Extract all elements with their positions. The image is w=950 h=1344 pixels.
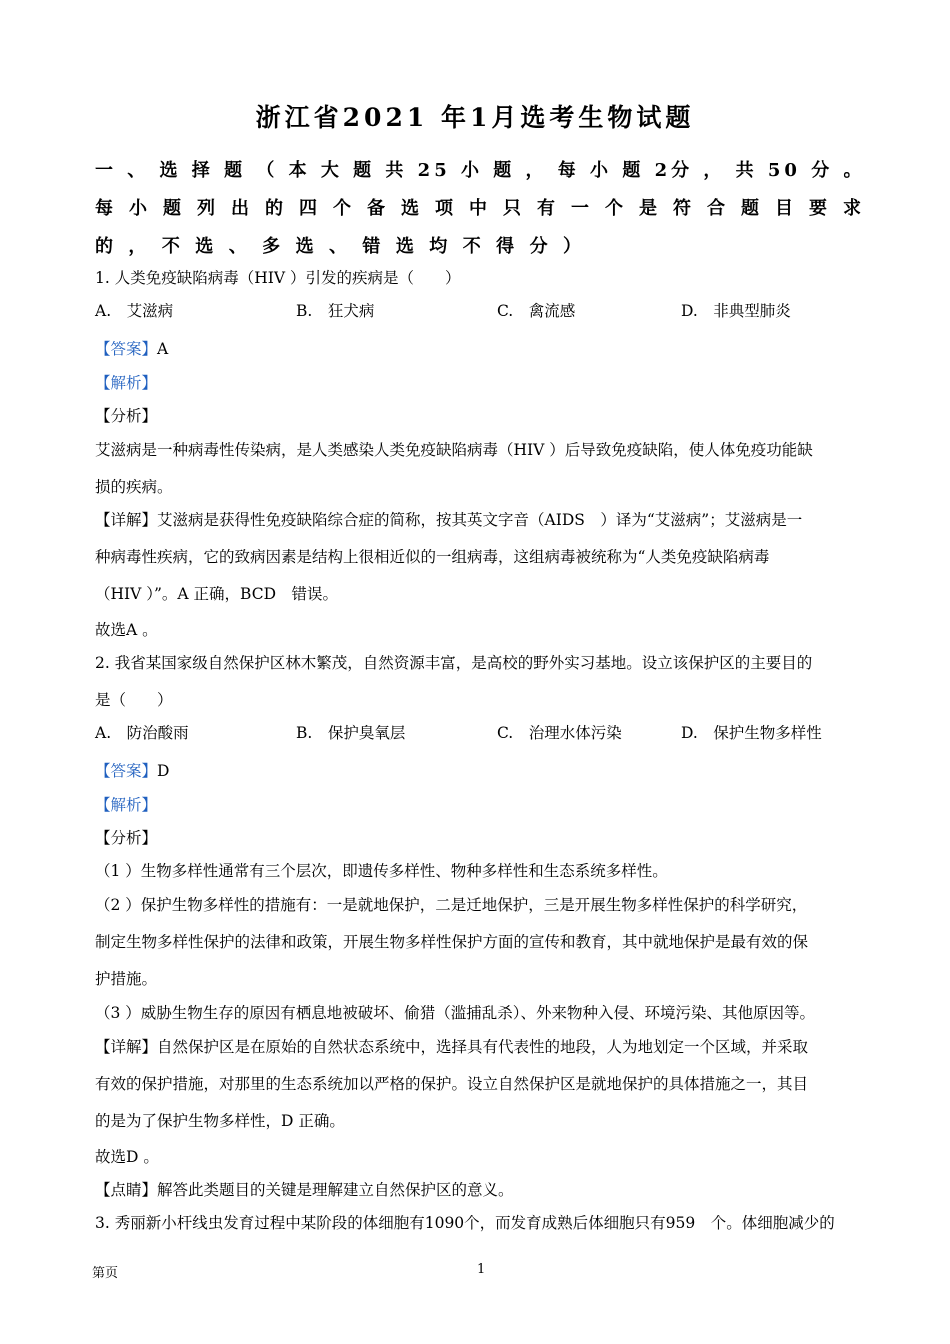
q2-answer [95,761,169,781]
q1-option-b: B. 狂犬病 [296,302,375,320]
q1-analysis-tag: 【解析】 [95,374,158,392]
q2-fenxi-line-5: （3 ）威胁生物生存的原因有栖息地被破坏、偷猎（滥捕乱杀）、外来物种入侵、环境污染、其他原因等。 [95,1004,816,1022]
section-header-line-3: 的 ， 不 选 、 多 选 、 错 选 均 不 得 分 ） [95,236,585,257]
q1-option-c: C. 禽流感 [497,302,576,320]
q2-detail-line-1: 【详解】自然保护区是在原始的自然状态系统中，选择具有代表性的地段，人为地划定一个区域，并采取 [95,1038,809,1056]
q2-fenxi-line-3: 制定生物多样性保护的法律和政策，开展生物多样性保护方面的宣传和教育，其中就地保护是最有效的保 [95,933,809,951]
q1-option-a: A. 艾滋病 [95,302,174,320]
q2-fenxi-tag: 【分析】 [95,829,158,847]
answer-value: A [157,340,169,358]
q3-stem: 3. 秀丽新小杆线虫发育过程中某阶段的体细胞有1090个，而发育成熟后体细胞只有959 个。体细胞减少的 [95,1214,835,1232]
q1-choose: 故选A 。 [95,621,158,639]
q2-option-c: C. 治理水体污染 [497,724,622,742]
section-header-line-2: 每 小 题 列 出 的 四 个 备 选 项 中 只 有 一 个 是 符 合 题 目 要 求 [95,198,865,219]
q2-fenxi-line-2: （2 ）保护生物多样性的措施有：一是就地保护，二是迁地保护，三是开展生物多样性保护的科学研究， [95,896,808,914]
answer-tag: 【答案】 [95,340,158,358]
q2-detail-line-3: 的是为了保护生物多样性，D 正确。 [95,1112,345,1130]
q2-stem-line-1: 2. 我省某国家级自然保护区林木繁茂，自然资源丰富，是高校的野外实习基地。设立该保护区的主要目的 [95,654,813,672]
q1-fenxi-tag: 【分析】 [95,407,158,425]
page-title: 浙江省2021 年1月选考生物试题 [255,103,695,132]
q1-fenxi-line-1: 艾滋病是一种病毒性传染病，是人类感染人类免疫缺陷病毒（HIV ）后导致免疫缺陷，使人体免疫功能缺 [95,441,813,459]
q1-stem: 1. 人类免疫缺陷病毒（HIV ）引发的疾病是（ ） [95,269,461,287]
q1-option-d: D. 非典型肺炎 [681,302,791,320]
q2-point: 【点睛】解答此类题目的关键是理解建立自然保护区的意义。 [95,1181,514,1199]
q1-fenxi-line-2: 损的疾病。 [95,478,173,496]
q1-detail-line-1: 【详解】艾滋病是获得性免疫缺陷综合症的简称，按其英文字音（AIDS ）译为“艾滋病”；艾滋病是一 [95,511,803,529]
q1-answer [95,339,168,359]
q2-option-d: D. 保护生物多样性 [681,724,822,742]
section-header-line-1: 一 、 选 择 题 （ 本 大 题 共 25 小 题 ， 每 小 题 2分 ， 共 50 分 。 [95,160,865,181]
q2-stem-line-2: 是（ ） [95,691,173,709]
q2-detail-line-2: 有效的保护措施，对那里的生态系统加以严格的保护。设立自然保护区是就地保护的具体措施之一，其目 [95,1075,809,1093]
page-number: 1 [477,1262,486,1277]
q1-detail-line-2: 种病毒性疾病，它的致病因素是结构上很相近似的一组病毒，这组病毒被统称为“人类免疫缺陷病毒 [95,548,770,566]
footer-label: 第页 [92,1266,119,1281]
q2-fenxi-line-1: （1 ）生物多样性通常有三个层次，即遗传多样性、物种多样性和生态系统多样性。 [95,862,668,880]
q2-fenxi-line-4: 护措施。 [95,970,158,988]
q2-option-b: B. 保护臭氧层 [296,724,406,742]
q2-option-a: A. 防治酸雨 [95,724,189,742]
answer-tag: 【答案】 [95,762,158,780]
answer-value: D [157,762,170,780]
q2-analysis-tag: 【解析】 [95,796,158,814]
q2-choose: 故选D 。 [95,1148,159,1166]
q1-detail-line-3: （HIV ）”。A 正确，BCD 错误。 [95,585,339,603]
